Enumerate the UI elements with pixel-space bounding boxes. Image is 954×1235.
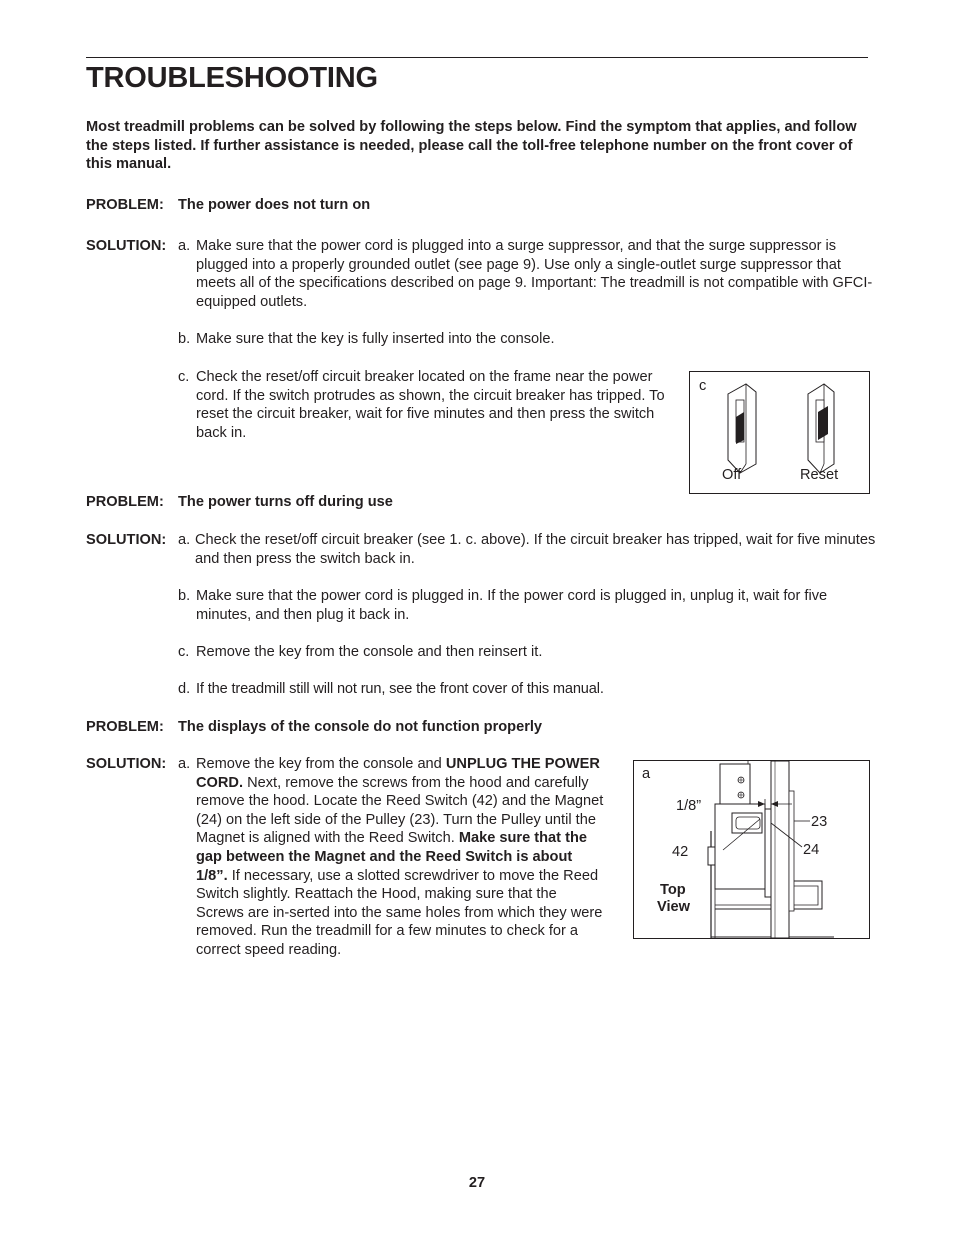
problem-label: PROBLEM: xyxy=(86,197,164,213)
solution-1-label: SOLUTION: xyxy=(86,238,167,254)
page-number: 27 xyxy=(468,1175,486,1191)
figure-a-letter: a xyxy=(642,766,651,782)
reed-switch-figure xyxy=(633,760,870,939)
solution-3a: a. Remove the key from the console and UNPLUG THE POWER CORD. Next, remove the screws from the hood and carefully remove the hood. Locate the Reed Switch (42) and the Magnet (24) on the left side of the Pulley (23). Turn the Pulley until the Magnet is aligned with the Reed Switch. Make sure that the gap between the Magnet and the Reed Switch is about 1/8”. If necessary, use a slotted screwdriver to move the Reed Switch slightly. Reattach the Hood, making sure that the Screws are in-serted into the same holes from which they were removed. Run the treadmill for a few minutes to check for a correct speed reading. xyxy=(178,756,604,958)
part-24-label: 24 xyxy=(803,842,820,858)
intro-paragraph: Most treadmill problems can be solved by following the steps below. Find the symptom that applies, and follow the steps listed. If further assistance is needed, please call the toll-free telephone number on the front cover of this manual. xyxy=(86,119,857,173)
header-rule xyxy=(86,57,868,58)
off-label: Off xyxy=(722,467,742,483)
problem-1-title: The power does not turn on xyxy=(178,197,371,213)
page-title: TROUBLESHOOTING xyxy=(86,62,378,94)
problem-1-heading xyxy=(86,196,370,215)
problem-2-title: The power turns off during use xyxy=(178,494,393,510)
top-view-label-1: Top xyxy=(660,882,686,898)
problem-2-heading xyxy=(86,493,393,512)
problem-3-heading xyxy=(86,718,542,737)
solution-2d: d. If the treadmill still will not run, see the front cover of this manual. xyxy=(178,681,604,697)
solution-2c: c. Remove the key from the console and then reinsert it. xyxy=(178,644,543,660)
circuit-breaker-illustration xyxy=(690,372,869,493)
solution-1b: b. Make sure that the key is fully inserted into the console. xyxy=(178,331,555,347)
solution-2b: b. Make sure that the power cord is plugged in. If the power cord is plugged in, unplug it, wait for five minutes, and then plug it back in. xyxy=(178,588,828,623)
solution-2a: a. Check the reset/off circuit breaker (see 1. c. above). If the circuit breaker has tripped, wait for five minutes and then press the switch back in. xyxy=(178,532,876,567)
top-view-label-2: View xyxy=(657,899,690,915)
problem-label: PROBLEM: xyxy=(86,494,164,510)
part-23-label: 23 xyxy=(811,814,828,830)
solution-3-label: SOLUTION: xyxy=(86,756,167,772)
solution-1c: c. Check the reset/off circuit breaker located on the frame near the power cord. If the switch protrudes as shown, the circuit breaker has tripped. To reset the circuit breaker, wait for five minutes and then press the switch back in. xyxy=(178,369,665,441)
problem-label: PROBLEM: xyxy=(86,719,164,735)
part-42-label: 42 xyxy=(672,844,689,860)
solution-1a: a. Make sure that the power cord is plugged into a surge suppressor, and that the surge suppressor is plugged into a properly grounded outlet (see page 9). Use only a single-outlet surge suppressor that meets all of the specifications described on page 9. Important: The treadmill is not compatible with GFCI-equipped outlets. xyxy=(178,238,873,310)
solution-2-label: SOLUTION: xyxy=(86,532,167,548)
figure-c-letter: c xyxy=(699,378,707,394)
problem-3-title: The displays of the console do not function properly xyxy=(178,719,543,735)
circuit-breaker-figure xyxy=(689,371,870,494)
gap-label: 1/8” xyxy=(676,798,702,814)
reset-label: Reset xyxy=(800,467,839,483)
